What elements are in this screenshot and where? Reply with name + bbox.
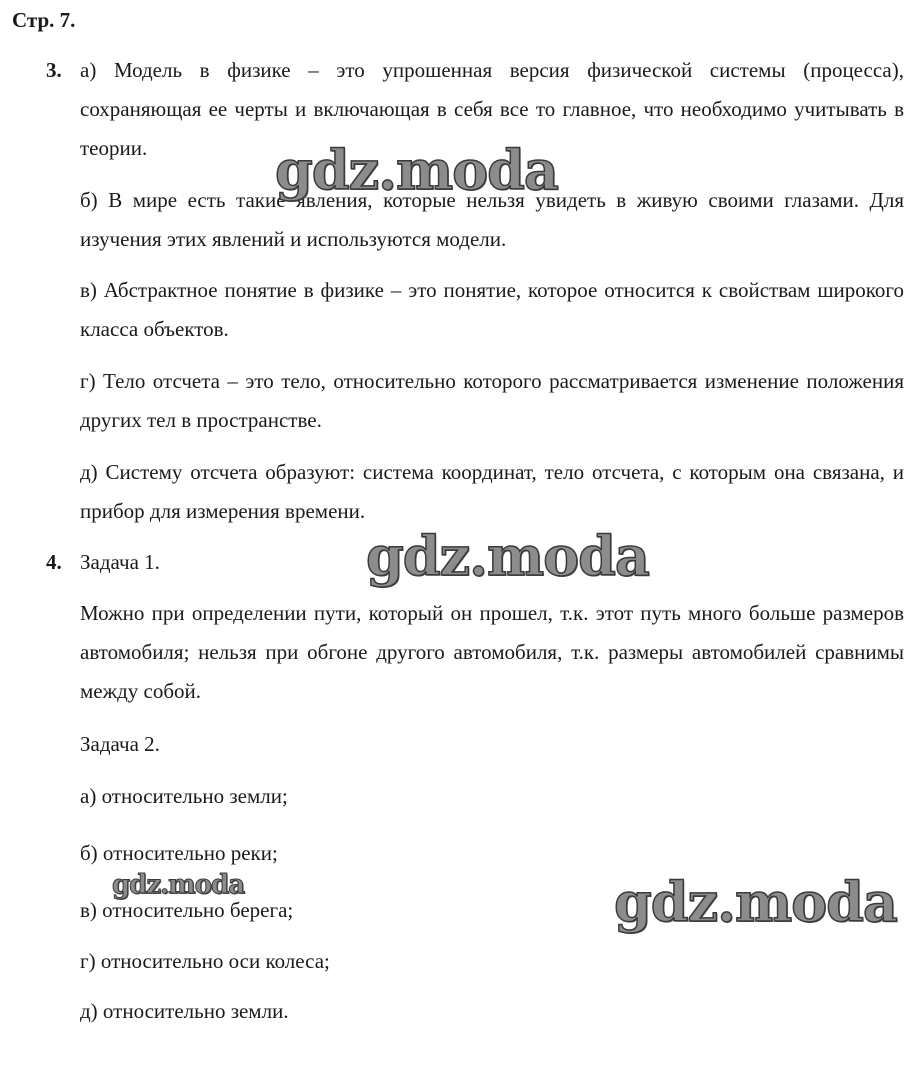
watermark: gdz.moda <box>366 524 649 588</box>
task-number-4: 4. <box>46 550 62 574</box>
watermark: gdz.moda <box>275 138 558 202</box>
problem-2-answer-c: в) относительно берега; <box>80 898 294 922</box>
answer-3e: д) Систему отсчета образуют: система координат, тело отсчета, с которым она связана, и прибор для измерения времени. <box>80 460 904 523</box>
problem-2-answer-e: д) относительно земли. <box>80 999 289 1023</box>
problem-2-answer-b: б) относительно реки; <box>80 841 278 865</box>
page-header: Стр. 7. <box>12 8 76 32</box>
problem-1-title: Задача 1. <box>80 550 160 574</box>
watermark: gdz.moda <box>112 870 245 900</box>
answer-3a: а) Модель в физике – это упрошенная версия физической системы (процесса), сохраняющая ее черты и включающая в себя все то главное, что необходимо учитывать в теории. <box>80 58 904 160</box>
watermark: gdz.moda <box>614 870 897 934</box>
problem-2-answer-d: г) относительно оси колеса; <box>80 949 330 973</box>
task-number-3: 3. <box>46 58 62 82</box>
problem-2-title: Задача 2. <box>80 732 160 756</box>
problem-1-answer: Можно при определении пути, который он прошел, т.к. этот путь много больше размеров автомобиля; нельзя при обгоне другого автомобиля, т.к. размеры автомобилей сравнимы между собой. <box>80 601 904 703</box>
answer-3b: б) В мире есть такие явления, которые нельзя увидеть в живую своими глазами. Для изучения этих явлений и используются модели. <box>80 188 904 251</box>
answer-3c: в) Абстрактное понятие в физике – это понятие, которое относится к свойствам широкого класса объектов. <box>80 278 904 341</box>
problem-2-answer-a: а) относительно земли; <box>80 784 288 808</box>
answer-3d: г) Тело отсчета – это тело, относительно которого рассматривается изменение положения других тел в пространстве. <box>80 369 904 432</box>
